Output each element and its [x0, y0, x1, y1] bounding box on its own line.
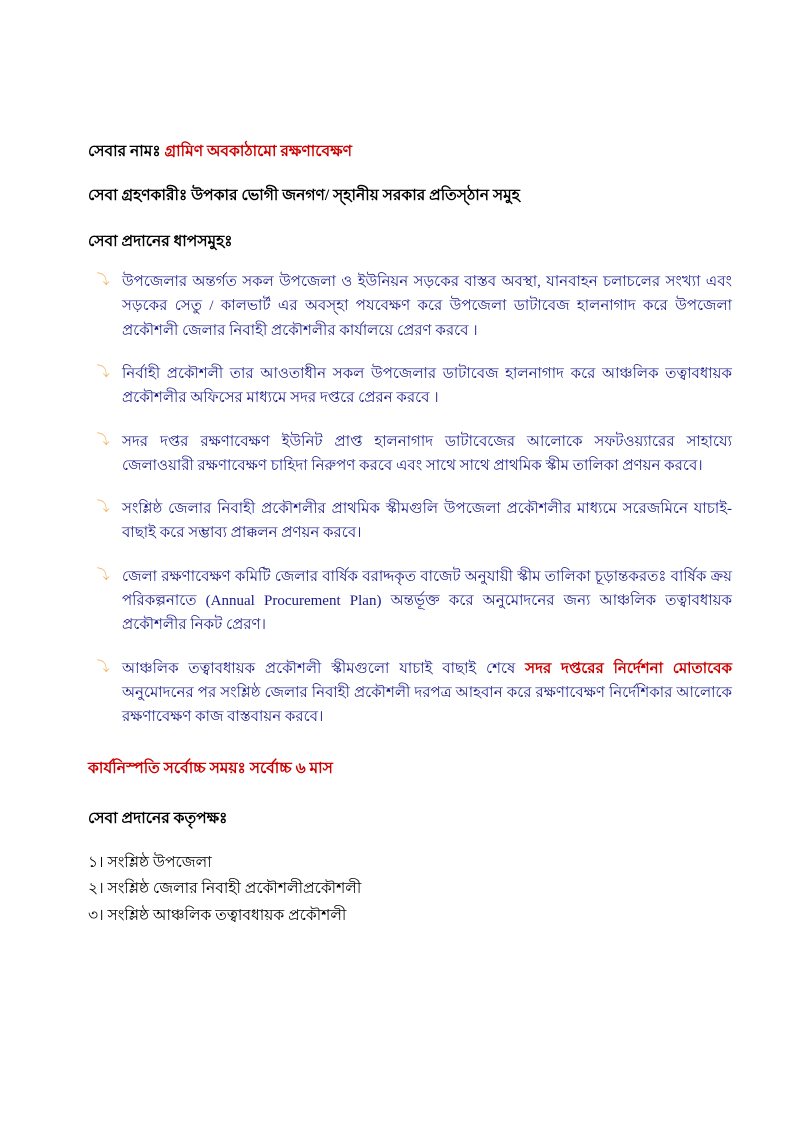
- step-text: সংশ্লিষ্ঠ জেলার নিবাহী প্রকৌশলীর প্রাথমিক স্কীমগুলি উপজেলা প্রকৌশলীর মাধ্যমে সরেজমিনে যাচাই-বাছাই করে সম্ভাব্য প্রাক্কলন প্রণয়ন করবে।: [122, 501, 732, 542]
- list-item: [88, 270, 732, 343]
- step-text-mixed: [122, 657, 732, 730]
- authority-heading: [88, 806, 732, 832]
- list-item: ৩। সংশ্লিষ্ঠ আঞ্চলিক তত্বাবধায়ক প্রকৌশলী: [88, 906, 347, 924]
- service-recipient-label: সেবা গ্রহণকারীঃ: [88, 187, 188, 205]
- time-limit-label: কার্যনিস্পতি সর্বোচ্চ সময়ঃ: [88, 759, 246, 777]
- step-text: জেলা রক্ষণাবেক্ষণ কমিটি জেলার বার্ষিক বরাদ্দকৃত বাজেট অনুযায়ী স্কীম তালিকা চূড়ান্তকরতঃ বার্ষিক ক্রয় পরিকল্পনাতে (Annual Procurement Plan) অন্তর্ভূক্ত করে অনুমোদনের জন্য আঞ্চলিক তত্বাবধায়ক প্রকৌশলীর নিকট প্রেরণ।: [122, 568, 732, 634]
- step-text: উপজেলার অন্তর্গত সকল উপজেলা ও ইউনিয়ন সড়কের বাস্তব অবস্থা, যানবাহন চলাচলের সংখ্যা এবং সড়কের সেতু / কালভার্ট এর অবস্হা পযবেক্ষণ করে উপজেলা ডাটাবেজ হালনাগাদ করে উপজেলা প্রকৌশলী জেলার নিবাহী প্রকৌশলীর কার্যালয়ে প্রেরণ করবে ।: [122, 274, 732, 339]
- down-arrow-icon: ⤵: [96, 567, 110, 583]
- service-name-line: [88, 140, 732, 164]
- service-name-value: গ্রামিণ অবকাঠামো রক্ষণাবেক্ষণ: [164, 143, 353, 160]
- steps-heading: [88, 230, 732, 254]
- down-arrow-icon: ⤵: [96, 432, 110, 448]
- list-item: [88, 497, 732, 546]
- service-recipient-value: উপকার ভোগী জনগণ/ স্হানীয় সরকার প্রতিস্ঠান সমুহ: [191, 187, 520, 205]
- down-arrow-icon: ⤵: [96, 659, 110, 675]
- step-text: নির্বাহী প্রকৌশলী তার আওতাধীন সকল উপজেলার ডাটাবেজ হালনাগাদ করে আঞ্চলিক তত্বাবধায়ক প্রকৌশলীর অফিসের মাধ্যমে সদর দপ্তরে প্রেরন করবে ।: [122, 365, 732, 407]
- list-item: ২। সংশ্লিষ্ঠ জেলার নিবাহী প্রকৌশলীপ্রকৌশলী: [88, 880, 362, 898]
- document-body: [88, 140, 732, 929]
- list-item: [88, 565, 732, 638]
- down-arrow-icon: ⤵: [96, 500, 110, 516]
- list-item: ১। সংশ্লিষ্ঠ উপজেলা: [88, 853, 212, 871]
- steps-list: [88, 270, 732, 729]
- step-text: সদর দপ্তর রক্ষণাবেক্ষণ ইউনিট প্রাপ্ত হালনাগাদ ডাটাবেজের আলোকে সফটওয়্যারের সাহায্যে জেলাওয়ারী রক্ষণাবেক্ষণ চাহিদা নিরুপণ করবে এবং সাথে সাথে প্রাথমিক স্কীম তালিকা প্রণয়ন করবে।: [122, 433, 732, 474]
- time-limit-line: [88, 756, 732, 782]
- list-item: [88, 362, 732, 411]
- step-text-part-1: আঞ্চলিক তত্বাবধায়ক প্রকৌশলী স্কীমগুলো যাচাই বাছাই শেষে: [122, 660, 526, 677]
- authority-heading-text: সেবা প্রদানের কতৃপক্ষঃ: [88, 809, 228, 827]
- authority-list: [88, 850, 732, 930]
- list-item: [88, 657, 732, 730]
- down-arrow-icon: ⤵: [96, 273, 110, 289]
- steps-heading-text: সেবা প্রদানের ধাপসমুহঃ: [88, 233, 233, 251]
- step-text-part-2-highlight: সদর দপ্তরের নির্দেশনা মোতাবেক: [525, 660, 732, 677]
- down-arrow-icon: ⤵: [96, 364, 110, 380]
- service-name-label: সেবার নামঃ: [88, 143, 161, 160]
- service-recipient-line: [88, 184, 732, 208]
- list-item: [88, 430, 732, 479]
- time-limit-value: সর্বোচ্চ ৬ মাস: [249, 759, 333, 777]
- step-text-part-3: অনুমোদনের পর সংশ্লিষ্ঠ জেলার নিবাহী প্রকৌশলী দরপত্র আহবান করে রক্ষণাবেক্ষণ নির্দেশিকার আলোকে রক্ষণাবেক্ষণ কাজ বাস্তবায়ন করবে।: [122, 684, 732, 726]
